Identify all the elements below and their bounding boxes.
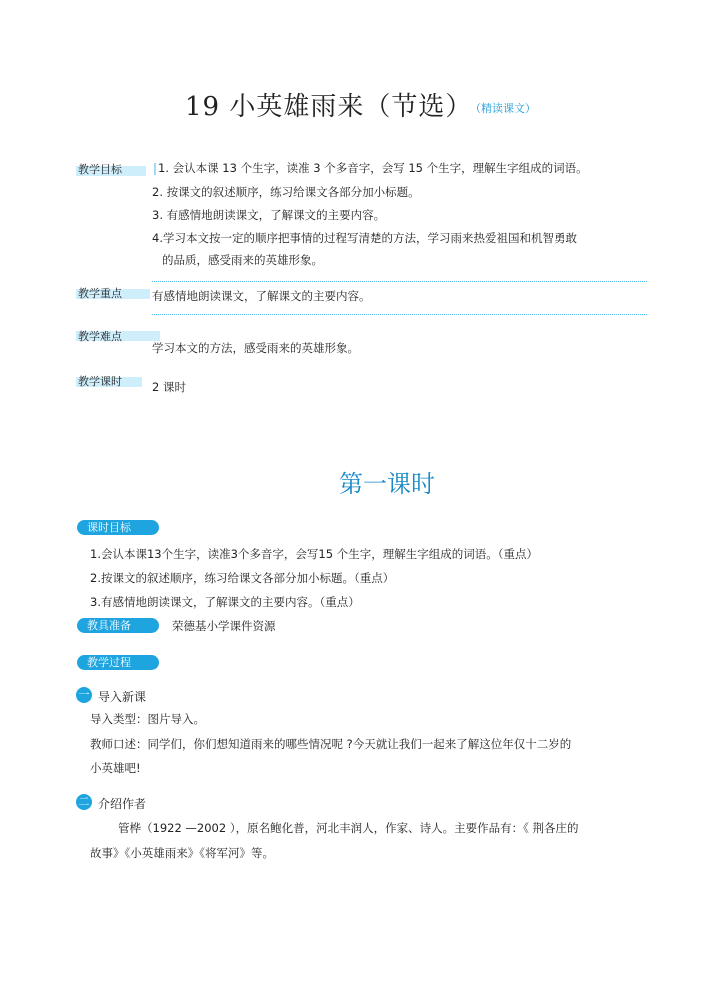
goal-item: 2. 按课文的叙述顺序，练习给课文各部分加小标题。 <box>152 185 420 199</box>
label-divider <box>154 163 156 175</box>
goals-label: 教学目标 <box>78 163 122 176</box>
dotted-divider <box>152 314 647 315</box>
step-text: 小英雄吧! <box>90 761 141 775</box>
objective-item: 2.按课文的叙述顺序，练习给课文各部分加小标题。（重点） <box>90 571 395 585</box>
goal-item: 1. 会认本课 13 个生字，读准 3 个多音字，会写 15 个生字，理解生字组成的词语。 <box>158 161 588 175</box>
materials-text: 荣德基小学课件资源 <box>172 619 276 633</box>
goal-item: 的品质，感受雨来的英雄形象。 <box>162 253 323 267</box>
difficulties-label: 教学难点 <box>78 330 122 343</box>
step-title: 导入新课 <box>98 690 147 704</box>
dotted-divider <box>152 281 647 282</box>
key-points-text: 有感情地朗读课文，了解课文的主要内容。 <box>152 289 371 303</box>
objectives-pill: 课时目标 <box>77 520 159 535</box>
step-text: 教师口述：同学们，你们想知道雨来的哪些情况呢 ?今天就让我们一起来了解这位年仅十二岁的 <box>90 737 572 751</box>
step-number-badge: 一 <box>76 687 92 703</box>
difficulties-text: 学习本文的方法，感受雨来的英雄形象。 <box>152 341 359 355</box>
page-title: 19 小英雄雨来（节选） <box>185 92 473 122</box>
lesson-type-tag: （精读课文） <box>470 102 536 115</box>
key-points-label: 教学重点 <box>78 287 122 300</box>
step-text: 故事》《小英雄雨来》《将军河》等。 <box>90 846 274 860</box>
goal-item: 3. 有感情地朗读课文，了解课文的主要内容。 <box>152 208 386 222</box>
hours-label: 教学课时 <box>78 375 122 388</box>
goal-item: 4.学习本文按一定的顺序把事情的过程写清楚的方法，学习雨来热爱祖国和机智勇敢 <box>152 231 577 245</box>
step-number-badge: 二 <box>76 794 92 810</box>
step-text: 导入类型：图片导入。 <box>90 712 205 726</box>
step-text: 管桦（1922 —2002 ），原名鲍化普，河北丰润人，作家、诗人。主要作品有：《 荆各庄的 <box>118 821 579 835</box>
materials-pill: 教具准备 <box>77 618 159 633</box>
hours-text: 2 课时 <box>152 380 186 394</box>
objective-item: 3.有感情地朗读课文，了解课文的主要内容。（重点） <box>90 595 360 609</box>
objective-item: 1.会认本课13个生字，读准3个多音字，会写15 个生字，理解生字组成的词语。（重点） <box>90 547 538 561</box>
step-title: 介绍作者 <box>98 797 147 811</box>
process-pill: 教学过程 <box>77 655 159 670</box>
section-title: 第一课时 <box>339 470 435 498</box>
